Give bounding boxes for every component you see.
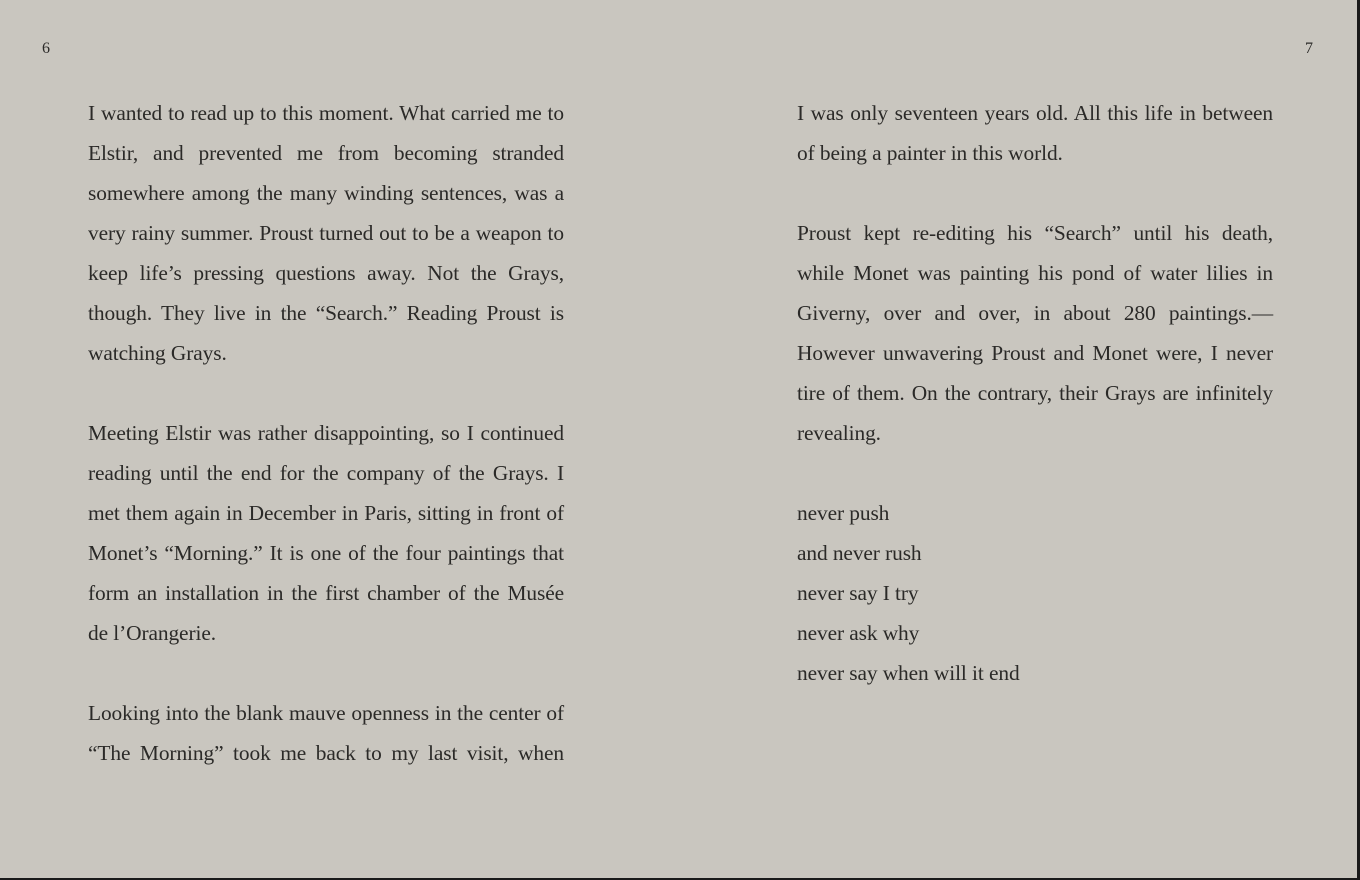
paragraph: Proust kept re-editing his “Search” until his death, while Monet was painting his pond of water lilies in Giverny, over and over, in about 280 paintings.— However unwavering Proust and Monet were, I never tire of them. On the contrary, their Grays are infinitely revealing. bbox=[797, 221, 1273, 445]
right-page-text bbox=[797, 93, 1273, 693]
poem-line: never push bbox=[797, 501, 890, 525]
poem-line: never say I try bbox=[797, 581, 919, 605]
poem-line: and never rush bbox=[797, 541, 922, 565]
poem-line: never say when will it end bbox=[797, 661, 1020, 685]
paragraph: I wanted to read up to this moment. What carried me to Elstir, and prevented me from becoming stranded somewhere among the many winding sentences, was a very rainy summer. Proust turned out to be a weapon to keep life’s pressing questions away. Not the Grays, though. They live in the “Search.” Reading Proust is watching Grays. bbox=[88, 101, 564, 365]
paragraph: I was only seventeen years old. All this life in between of being a painter in this world. bbox=[797, 101, 1273, 165]
paragraph: Looking into the blank mauve openness in the center of “The Morning” took me back to my last visit, when bbox=[88, 701, 564, 765]
left-page-text bbox=[88, 93, 564, 813]
page-number-right: 7 bbox=[1305, 40, 1313, 57]
page-number-left: 6 bbox=[42, 40, 50, 57]
poem bbox=[797, 493, 1273, 693]
poem-line: never ask why bbox=[797, 621, 920, 645]
paragraph: Meeting Elstir was rather disappointing, so I continued reading until the end for the company of the Grays. I met them again in December in Paris, sitting in front of Monet’s “Morning.” It is one of the four paintings that form an installation in the first chamber of the Musée de l’Orangerie. bbox=[88, 421, 564, 645]
